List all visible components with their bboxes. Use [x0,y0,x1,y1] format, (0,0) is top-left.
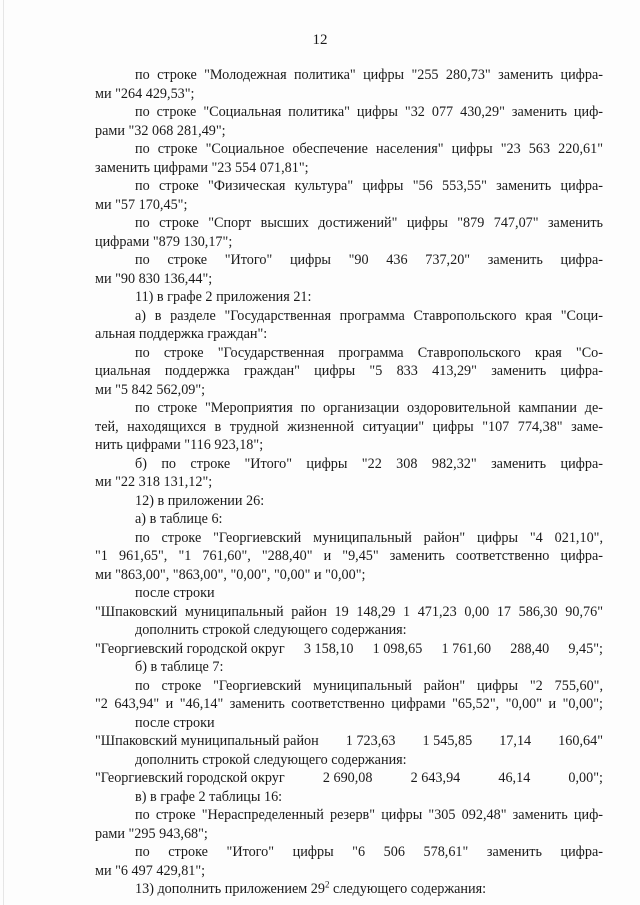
text-line [95,788,603,807]
text-line [95,66,603,85]
text-line [95,122,603,141]
text-line [95,751,603,770]
text-line [95,140,603,159]
text-line [95,825,603,844]
line-text: а) в таблице 6: [135,511,223,527]
table-cell: 160,64" [558,733,603,749]
line-text: ми "22 318 131,12"; [95,474,213,490]
table-cell: 1 098,65 [372,640,423,657]
table-row-text [95,732,603,751]
text-line [95,214,603,233]
text-line [95,307,603,326]
text-line [95,843,603,862]
table-cell: "Георгиевский городской округ [95,770,285,786]
text-line [95,566,603,585]
line-text: по строке "Георгиевский муниципальный район" цифры "2 755,60", [135,677,603,694]
line-text: по строке "Молодежная политика" цифры "255 280,73" заменить цифра- [135,67,603,83]
text-line [95,177,603,196]
line-text: по строке "Социальное обеспечение населения" цифры "23 563 220,61" [135,141,603,157]
line-text: "Шпаковский муниципальный район 19 148,29 1 471,23 0,00 17 586,30 90,76" [95,603,603,620]
page-edge-shadow [3,0,4,905]
text-line [95,455,603,474]
text-line [95,695,603,714]
line-text: рами "295 943,68"; [95,825,208,842]
line-text: ми "5 842 562,09"; [95,381,206,398]
line-text: 13) дополнить приложением 29 [135,881,325,897]
text-line [95,362,603,381]
table-cell: 17,14 [499,733,532,749]
line-text-tail: следующего содержания: [329,881,487,897]
text-line [95,288,603,307]
line-text: по строке "Мероприятия по организации оздоровительной кампании де- [135,400,603,416]
text-line [95,492,603,511]
table-cell: 2 643,94 [410,770,461,786]
line-text: рами "32 068 281,49"; [95,122,226,139]
line-text: ми "90 830 136,44"; [95,270,213,287]
text-line [95,103,603,122]
text-line [95,344,603,363]
text-line [95,677,603,696]
line-text: заменить цифрами "23 554 071,81"; [95,159,309,176]
text-line [95,381,603,400]
table-cell: 2 690,08 [322,770,373,786]
line-text: б) в таблице 7: [135,659,224,675]
document-body [95,66,603,899]
line-text: в) в графе 2 таблицы 16: [135,788,283,805]
line-text: ми "57 170,45"; [95,196,188,213]
text-line [95,806,603,825]
text-line [95,473,603,492]
text-line [95,584,603,603]
text-line [95,270,603,289]
table-row-text [95,640,603,659]
line-text: цифрами "879 130,17"; [95,233,233,250]
line-text: по строке "Нераспределенный резерв" цифры "305 092,48" заменить циф- [135,807,603,823]
line-text: ми "6 497 429,81"; [95,862,206,879]
text-line [95,85,603,104]
table-cell: 0,00"; [568,770,603,786]
table-cell: "Георгиевский городской округ [95,640,285,657]
line-text: циальная поддержка граждан" цифры "5 833 413,29" заменить цифра- [95,363,603,379]
line-text: после строки [135,714,215,731]
line-text: по строке "Спорт высших достижений" цифры "879 747,07" заменить [135,215,603,231]
text-line [95,529,603,548]
text-line [95,547,603,566]
text-line [95,510,603,529]
line-text: б) по строке "Итого" цифры "22 308 982,32" заменить цифра- [135,455,603,472]
line-text: ми "863,00", "863,00", "0,00", "0,00" и "0,00"; [95,566,366,583]
line-text: альная поддержка граждан": [95,326,268,342]
line-text: по строке "Государственная программа Ставропольского края "Со- [135,344,603,361]
line-text: дополнить строкой следующего содержания: [135,622,407,638]
superscript: 2 [324,880,330,890]
text-line [95,714,603,733]
text-line [95,251,603,270]
line-text: тей, находящихся в трудной жизненной ситуации" цифры "107 774,38" заме- [95,418,603,435]
line-text: по строке "Итого" цифры "90 436 737,20" заменить цифра- [135,252,603,268]
line-text: по строке "Социальная политика" цифры "32 077 430,29" заменить циф- [135,104,603,120]
text-line [95,325,603,344]
text-line [95,196,603,215]
text-line [95,399,603,418]
line-text: дополнить строкой следующего содержания: [135,751,407,768]
line-text: "1 961,65", "1 761,60", "288,40" и "9,45" заменить соответственно цифра- [95,548,603,564]
line-text: а) в разделе "Государственная программа Ставропольского края "Соци- [135,307,603,324]
line-text: по строке "Георгиевский муниципальный район" цифры "4 021,10", [135,529,603,546]
text-line [95,436,603,455]
line-text: 12) в приложении 26: [135,492,265,509]
text-line [95,418,603,437]
table-cell: 9,45"; [568,640,603,657]
text-line [95,862,603,881]
text-line [95,159,603,178]
page-number: 12 [312,32,328,48]
table-cell: "Шпаковский муниципальный район [95,733,319,749]
table-cell: 46,14 [498,770,531,786]
text-line [95,233,603,252]
table-cell: 1 723,63 [345,733,396,749]
line-text: после строки [135,585,215,601]
text-line [95,603,603,622]
table-cell: 288,40 [510,640,550,657]
line-text: по строке "Физическая культура" цифры "56 553,55" заменить цифра- [135,178,603,194]
line-text: 11) в графе 2 приложения 21: [135,289,312,305]
table-row-text [95,769,603,788]
text-line [95,658,603,677]
table-cell: 3 158,10 [303,640,354,657]
line-text: по строке "Итого" цифры "6 506 578,61" заменить цифра- [135,844,603,860]
table-cell: 1 545,85 [422,733,473,749]
text-line [95,880,603,899]
line-text: нить цифрами "116 923,18"; [95,437,264,453]
text-line [95,621,603,640]
line-text: ми "264 429,53"; [95,85,195,102]
table-cell: 1 761,60 [441,640,492,657]
line-text: "2 643,94" и "46,14" заменить соответственно цифрами "65,52", "0,00" и "0,00"; [95,696,603,712]
